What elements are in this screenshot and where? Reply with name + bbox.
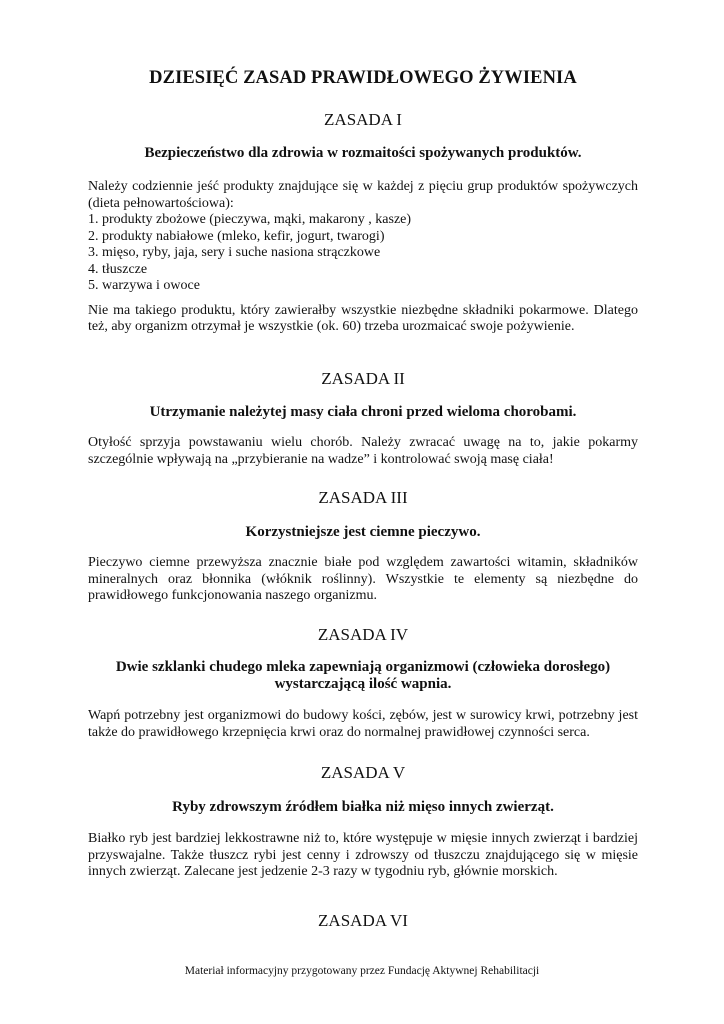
document-title: DZIESIĘĆ ZASAD PRAWIDŁOWEGO ŻYWIENIA [149,68,577,88]
rule-subtitle: Utrzymanie należytej masy ciała chroni przed wieloma chorobami. [149,404,577,420]
rule-heading: ZASADA II [321,369,405,388]
list-item: 1. produkty zbożowe (pieczywa, mąki, makarony , kasze) [88,212,412,227]
list-item: 2. produkty nabiałowe (mleko, kefir, jogurt, twarogi) [88,228,385,244]
rule-intro: Należy codziennie jeść produkty znajdujące się w każdej z pięciu grup produktów spożywczych (dieta pełnowartościowa): [88,179,638,211]
rule-heading: ZASADA IV [317,625,409,644]
rule-subtitle-line-2: wystarczającą ilość wapnia. [274,676,452,692]
rule-section-4 [88,625,638,741]
rule-subtitle-line-1: Dwie szklanki chudego mleka zapewniają organizmowi (człowieka dorosłego) [115,659,611,675]
rule-heading: ZASADA III [318,488,408,507]
rule-heading: ZASADA VI [318,911,408,930]
food-group-list [88,212,638,295]
rule-heading: ZASADA I [324,110,402,129]
rule-body: Otyłość sprzyja powstawaniu wielu chorób. Należy zwracać uwagę na to, jakie pokarmy szczególnie wpływają na „przybieranie na wadze” i kontrolować swoją masę ciała! [88,435,638,467]
rule-body: Nie ma takiego produktu, który zawierałby wszystkie niezbędne składniki pokarmowe. Dlatego też, aby organizm otrzymał je wszystkie (ok. 60) trzeba urozmaicać swoje pożywienie. [88,302,638,334]
rule-body: Pieczywo ciemne przewyższa znacznie białe pod względem zawartości witamin, składników mineralnych oraz błonnika (włóknik roślinny). Wszystkie te elementy są niezbędne do prawidłowego funkcjonowania naszego organizmu. [88,555,638,603]
rule-heading: ZASADA V [320,763,406,782]
rule-body: Wapń potrzebny jest organizmowi do budowy kości, zębów, jest w surowicy krwi, potrzebny jest także do prawidłowego krzepnięcia krwi oraz do normalnej prawidłowej czynności serca. [88,708,638,740]
rule-section-6 [88,911,638,931]
document-footer: Materiał informacyjny przygotowany przez Fundację Aktywnej Rehabilitacji [184,965,540,977]
rule-section-3 [88,488,638,605]
list-item: 3. mięso, ryby, jaja, sery i suche nasiona strączkowe [88,245,381,260]
list-item: 4. tłuszcze [88,261,148,277]
rule-section-1 [88,110,638,336]
rule-section-2 [88,369,638,468]
list-item: 5. warzywa i owoce [88,278,200,293]
rule-subtitle: Korzystniejsze jest ciemne pieczywo. [245,524,481,540]
rule-body: Białko ryb jest bardziej lekkostrawne niż to, które występuje w mięsie innych zwierząt i bardziej przyswajalne. Także tłuszcz rybi jest cenny i zdrowszy od tłuszczu znajdującego się w mięsie innych zwierząt. Zalecane jest jedzenie 2-3 razy w tygodniu ryb, głównie morskich. [88,831,638,879]
rule-subtitle: Bezpieczeństwo dla zdrowia w rozmaitości spożywanych produktów. [144,145,582,161]
rule-section-5 [88,763,638,881]
rule-subtitle: Ryby zdrowszym źródłem białka niż mięso innych zwierząt. [172,799,554,815]
